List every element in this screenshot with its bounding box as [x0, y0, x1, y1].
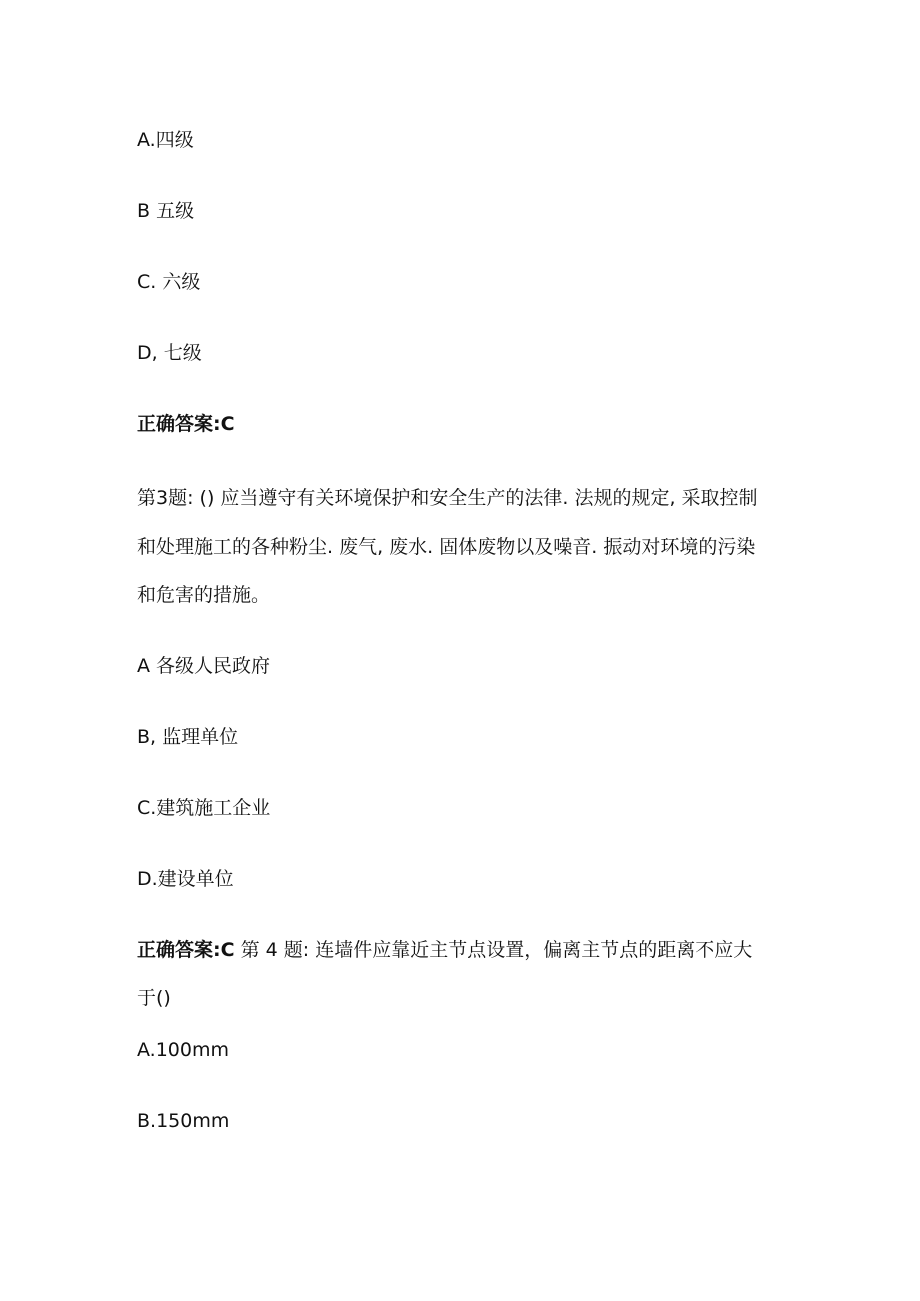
q2-option-b: B 五级 [137, 200, 195, 222]
q4-text-line-1: 第 4 题: 连墙件应靠近主节点设置，偏离主节点的距离不应大 [234, 939, 753, 961]
q2-option-c: C. 六级 [137, 271, 201, 293]
q4-text-line-2: 于() [137, 987, 171, 1009]
q4-option-a: A.100mm [137, 1039, 229, 1061]
q2-option-d: D, 七级 [137, 342, 202, 364]
q3-text-line-3: 和危害的措施。 [137, 584, 271, 606]
q2-correct-answer: 正确答案:C [137, 413, 235, 435]
q3-option-a: A 各级人民政府 [137, 655, 271, 677]
q3-option-c: C.建筑施工企业 [137, 797, 271, 819]
q2-option-a: A.四级 [137, 129, 194, 151]
q3-correct-answer: 正确答案:C [137, 939, 235, 961]
q3-answer-and-q4-line [137, 938, 752, 962]
q3-text-line-2: 和处理施工的各种粉尘. 废气, 废水. 固体废物以及噪音. 振动对环境的污染 [137, 536, 756, 558]
q3-text-line-1: 第3题: () 应当遵守有关环境保护和安全生产的法律. 法规的规定, 采取控制 [137, 487, 758, 509]
q3-option-d: D.建设单位 [137, 868, 234, 890]
q4-option-b: B.150mm [137, 1110, 230, 1132]
q3-option-b: B, 监理单位 [137, 726, 239, 748]
